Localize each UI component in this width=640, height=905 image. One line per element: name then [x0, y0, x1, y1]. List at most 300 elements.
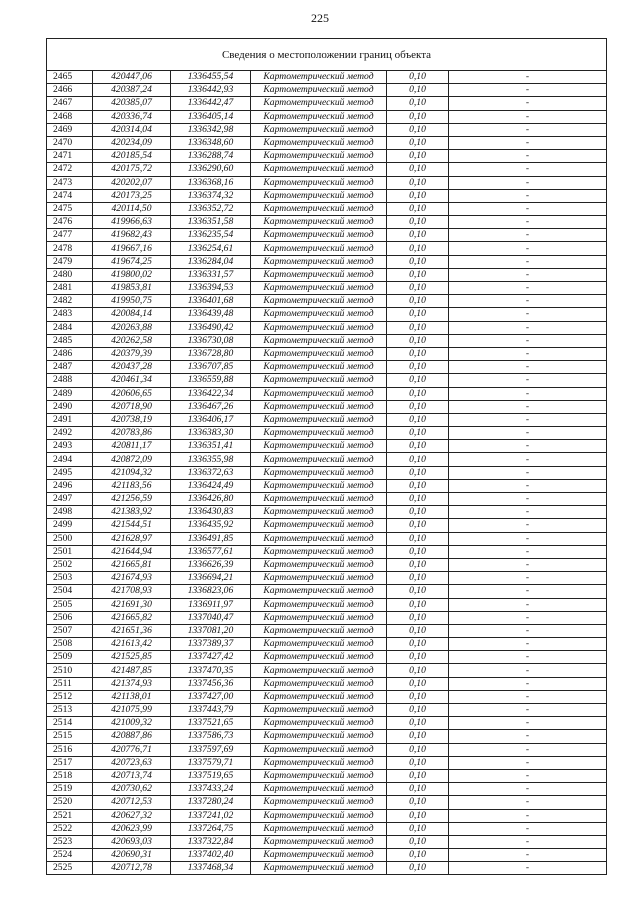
- point-number-cell: 2524: [47, 849, 93, 862]
- accuracy-cell: 0,10: [387, 519, 449, 532]
- determination-method-cell: Картометрический метод: [251, 638, 387, 651]
- coordinate-y-cell: 1337280,24: [171, 796, 251, 809]
- determination-method-cell: Картометрический метод: [251, 585, 387, 598]
- point-number-cell: 2499: [47, 519, 93, 532]
- determination-method-cell: Картометрический метод: [251, 163, 387, 176]
- accuracy-cell: 0,10: [387, 216, 449, 229]
- coordinate-x-cell: 420783,86: [93, 427, 171, 440]
- point-number-cell: 2491: [47, 413, 93, 426]
- point-number-cell: 2478: [47, 242, 93, 255]
- accuracy-cell: 0,10: [387, 651, 449, 664]
- determination-method-cell: Картометрический метод: [251, 519, 387, 532]
- accuracy-cell: 0,10: [387, 717, 449, 730]
- table-row: [47, 651, 607, 664]
- coordinate-y-cell: 1336374,32: [171, 189, 251, 202]
- coordinate-x-cell: 421691,30: [93, 598, 171, 611]
- determination-method-cell: Картометрический метод: [251, 717, 387, 730]
- coordinate-x-cell: 420718,90: [93, 400, 171, 413]
- point-number-cell: 2477: [47, 229, 93, 242]
- determination-method-cell: Картометрический метод: [251, 427, 387, 440]
- coordinate-x-cell: 420385,07: [93, 97, 171, 110]
- determination-method-cell: Картометрический метод: [251, 440, 387, 453]
- point-number-cell: 2504: [47, 585, 93, 598]
- table-row: [47, 572, 607, 585]
- determination-method-cell: Картометрический метод: [251, 321, 387, 334]
- description-cell: -: [449, 176, 607, 189]
- description-cell: -: [449, 532, 607, 545]
- point-number-cell: 2475: [47, 202, 93, 215]
- point-number-cell: 2471: [47, 150, 93, 163]
- point-number-cell: 2515: [47, 730, 93, 743]
- point-number-cell: 2487: [47, 361, 93, 374]
- determination-method-cell: Картометрический метод: [251, 242, 387, 255]
- description-cell: -: [449, 809, 607, 822]
- coordinate-x-cell: 420461,34: [93, 374, 171, 387]
- table-row: [47, 97, 607, 110]
- point-number-cell: 2484: [47, 321, 93, 334]
- table-row: [47, 730, 607, 743]
- table-row: [47, 440, 607, 453]
- determination-method-cell: Картометрический метод: [251, 413, 387, 426]
- accuracy-cell: 0,10: [387, 796, 449, 809]
- description-cell: -: [449, 558, 607, 571]
- coordinate-y-cell: 1336435,92: [171, 519, 251, 532]
- determination-method-cell: Картометрический метод: [251, 374, 387, 387]
- coordinate-x-cell: 421009,32: [93, 717, 171, 730]
- description-cell: -: [449, 769, 607, 782]
- table-row: [47, 783, 607, 796]
- table-row: [47, 413, 607, 426]
- coordinate-x-cell: 419682,43: [93, 229, 171, 242]
- accuracy-cell: 0,10: [387, 611, 449, 624]
- coordinate-x-cell: 421665,82: [93, 611, 171, 624]
- accuracy-cell: 0,10: [387, 783, 449, 796]
- coordinate-y-cell: 1336422,34: [171, 387, 251, 400]
- table-row: [47, 202, 607, 215]
- coordinate-x-cell: 420084,14: [93, 308, 171, 321]
- table-row: [47, 835, 607, 848]
- table-row: [47, 163, 607, 176]
- point-number-cell: 2513: [47, 704, 93, 717]
- coordinate-y-cell: 1337433,24: [171, 783, 251, 796]
- coordinate-y-cell: 1336467,26: [171, 400, 251, 413]
- coordinate-y-cell: 1336331,57: [171, 268, 251, 281]
- accuracy-cell: 0,10: [387, 176, 449, 189]
- description-cell: -: [449, 321, 607, 334]
- description-cell: -: [449, 479, 607, 492]
- table-row: [47, 321, 607, 334]
- coordinate-x-cell: 421183,56: [93, 479, 171, 492]
- coordinate-x-cell: 421708,93: [93, 585, 171, 598]
- determination-method-cell: Картометрический метод: [251, 176, 387, 189]
- accuracy-cell: 0,10: [387, 400, 449, 413]
- description-cell: -: [449, 519, 607, 532]
- coordinate-x-cell: 420263,88: [93, 321, 171, 334]
- point-number-cell: 2467: [47, 97, 93, 110]
- table-row: [47, 809, 607, 822]
- coordinate-y-cell: 1336490,42: [171, 321, 251, 334]
- coordinate-y-cell: 1336426,80: [171, 493, 251, 506]
- determination-method-cell: Картометрический метод: [251, 572, 387, 585]
- accuracy-cell: 0,10: [387, 479, 449, 492]
- coordinate-x-cell: 419966,63: [93, 216, 171, 229]
- point-number-cell: 2474: [47, 189, 93, 202]
- point-number-cell: 2470: [47, 136, 93, 149]
- coordinate-y-cell: 1336439,48: [171, 308, 251, 321]
- determination-method-cell: Картометрический метод: [251, 295, 387, 308]
- point-number-cell: 2511: [47, 677, 93, 690]
- point-number-cell: 2479: [47, 255, 93, 268]
- accuracy-cell: 0,10: [387, 295, 449, 308]
- accuracy-cell: 0,10: [387, 427, 449, 440]
- accuracy-cell: 0,10: [387, 822, 449, 835]
- coordinate-y-cell: 1336351,58: [171, 216, 251, 229]
- coordinate-y-cell: 1336442,47: [171, 97, 251, 110]
- determination-method-cell: Картометрический метод: [251, 611, 387, 624]
- coordinate-y-cell: 1337389,37: [171, 638, 251, 651]
- description-cell: -: [449, 110, 607, 123]
- table-row: [47, 862, 607, 875]
- point-number-cell: 2466: [47, 84, 93, 97]
- point-number-cell: 2509: [47, 651, 93, 664]
- point-number-cell: 2469: [47, 123, 93, 136]
- coordinate-y-cell: 1336383,30: [171, 427, 251, 440]
- accuracy-cell: 0,10: [387, 730, 449, 743]
- coordinate-y-cell: 1337579,71: [171, 756, 251, 769]
- table-row: [47, 84, 607, 97]
- boundary-coordinates-table: [46, 38, 607, 875]
- description-cell: -: [449, 717, 607, 730]
- coordinate-y-cell: 1336288,74: [171, 150, 251, 163]
- determination-method-cell: Картометрический метод: [251, 756, 387, 769]
- accuracy-cell: 0,10: [387, 347, 449, 360]
- table-row: [47, 387, 607, 400]
- accuracy-cell: 0,10: [387, 282, 449, 295]
- point-number-cell: 2476: [47, 216, 93, 229]
- description-cell: -: [449, 598, 607, 611]
- determination-method-cell: Картометрический метод: [251, 835, 387, 848]
- coordinate-y-cell: 1336424,49: [171, 479, 251, 492]
- coordinate-x-cell: 421613,42: [93, 638, 171, 651]
- coordinate-y-cell: 1337586,73: [171, 730, 251, 743]
- coordinate-x-cell: 421665,81: [93, 558, 171, 571]
- determination-method-cell: Картометрический метод: [251, 730, 387, 743]
- coordinate-y-cell: 1336394,53: [171, 282, 251, 295]
- point-number-cell: 2510: [47, 664, 93, 677]
- table-row: [47, 743, 607, 756]
- coordinate-x-cell: 420447,06: [93, 71, 171, 84]
- table-row: [47, 334, 607, 347]
- accuracy-cell: 0,10: [387, 150, 449, 163]
- coordinate-y-cell: 1336728,80: [171, 347, 251, 360]
- point-number-cell: 2521: [47, 809, 93, 822]
- coordinate-x-cell: 420314,04: [93, 123, 171, 136]
- determination-method-cell: Картометрический метод: [251, 796, 387, 809]
- determination-method-cell: Картометрический метод: [251, 493, 387, 506]
- coordinate-y-cell: 1336823,06: [171, 585, 251, 598]
- determination-method-cell: Картометрический метод: [251, 400, 387, 413]
- accuracy-cell: 0,10: [387, 361, 449, 374]
- coordinate-y-cell: 1337468,34: [171, 862, 251, 875]
- determination-method-cell: Картометрический метод: [251, 743, 387, 756]
- determination-method-cell: Картометрический метод: [251, 202, 387, 215]
- point-number-cell: 2472: [47, 163, 93, 176]
- point-number-cell: 2480: [47, 268, 93, 281]
- coordinate-x-cell: 421075,99: [93, 704, 171, 717]
- coordinate-y-cell: 1336577,61: [171, 545, 251, 558]
- determination-method-cell: Картометрический метод: [251, 229, 387, 242]
- table-row: [47, 282, 607, 295]
- coordinate-x-cell: 421374,93: [93, 677, 171, 690]
- accuracy-cell: 0,10: [387, 743, 449, 756]
- boundary-table-container: [46, 38, 606, 875]
- coordinate-x-cell: 421525,85: [93, 651, 171, 664]
- coordinate-x-cell: 420627,32: [93, 809, 171, 822]
- coordinate-y-cell: 1337322,84: [171, 835, 251, 848]
- coordinate-x-cell: 420202,07: [93, 176, 171, 189]
- description-cell: -: [449, 638, 607, 651]
- table-row: [47, 110, 607, 123]
- coordinate-y-cell: 1337081,20: [171, 624, 251, 637]
- point-number-cell: 2489: [47, 387, 93, 400]
- description-cell: -: [449, 849, 607, 862]
- determination-method-cell: Картометрический метод: [251, 704, 387, 717]
- coordinate-y-cell: 1337470,35: [171, 664, 251, 677]
- point-number-cell: 2519: [47, 783, 93, 796]
- description-cell: -: [449, 677, 607, 690]
- coordinate-y-cell: 1336455,54: [171, 71, 251, 84]
- table-row: [47, 374, 607, 387]
- point-number-cell: 2525: [47, 862, 93, 875]
- determination-method-cell: Картометрический метод: [251, 308, 387, 321]
- description-cell: -: [449, 374, 607, 387]
- coordinate-y-cell: 1336352,72: [171, 202, 251, 215]
- accuracy-cell: 0,10: [387, 809, 449, 822]
- determination-method-cell: Картометрический метод: [251, 690, 387, 703]
- coordinate-x-cell: 419667,16: [93, 242, 171, 255]
- coordinate-y-cell: 1336442,93: [171, 84, 251, 97]
- coordinate-x-cell: 420712,53: [93, 796, 171, 809]
- description-cell: -: [449, 413, 607, 426]
- coordinate-y-cell: 1337264,75: [171, 822, 251, 835]
- table-row: [47, 400, 607, 413]
- coordinate-y-cell: 1336430,83: [171, 506, 251, 519]
- determination-method-cell: Картометрический метод: [251, 849, 387, 862]
- coordinate-y-cell: 1336406,17: [171, 413, 251, 426]
- accuracy-cell: 0,10: [387, 690, 449, 703]
- point-number-cell: 2497: [47, 493, 93, 506]
- accuracy-cell: 0,10: [387, 835, 449, 848]
- accuracy-cell: 0,10: [387, 638, 449, 651]
- determination-method-cell: Картометрический метод: [251, 624, 387, 637]
- coordinate-x-cell: 421644,94: [93, 545, 171, 558]
- coordinate-x-cell: 420723,63: [93, 756, 171, 769]
- description-cell: -: [449, 84, 607, 97]
- description-cell: -: [449, 440, 607, 453]
- determination-method-cell: Картометрический метод: [251, 216, 387, 229]
- table-row: [47, 769, 607, 782]
- coordinate-y-cell: 1337456,36: [171, 677, 251, 690]
- coordinate-y-cell: 1336694,21: [171, 572, 251, 585]
- determination-method-cell: Картометрический метод: [251, 84, 387, 97]
- coordinate-y-cell: 1337241,02: [171, 809, 251, 822]
- point-number-cell: 2493: [47, 440, 93, 453]
- coordinate-y-cell: 1336235,54: [171, 229, 251, 242]
- accuracy-cell: 0,10: [387, 255, 449, 268]
- accuracy-cell: 0,10: [387, 321, 449, 334]
- accuracy-cell: 0,10: [387, 268, 449, 281]
- coordinate-x-cell: 420713,74: [93, 769, 171, 782]
- table-row: [47, 704, 607, 717]
- table-row: [47, 123, 607, 136]
- accuracy-cell: 0,10: [387, 136, 449, 149]
- point-number-cell: 2501: [47, 545, 93, 558]
- coordinate-y-cell: 1336626,39: [171, 558, 251, 571]
- accuracy-cell: 0,10: [387, 545, 449, 558]
- accuracy-cell: 0,10: [387, 413, 449, 426]
- description-cell: -: [449, 202, 607, 215]
- coordinate-x-cell: 420606,65: [93, 387, 171, 400]
- point-number-cell: 2483: [47, 308, 93, 321]
- description-cell: -: [449, 796, 607, 809]
- determination-method-cell: Картометрический метод: [251, 347, 387, 360]
- point-number-cell: 2482: [47, 295, 93, 308]
- coordinate-x-cell: 419800,02: [93, 268, 171, 281]
- accuracy-cell: 0,10: [387, 849, 449, 862]
- point-number-cell: 2514: [47, 717, 93, 730]
- accuracy-cell: 0,10: [387, 624, 449, 637]
- point-number-cell: 2473: [47, 176, 93, 189]
- coordinate-x-cell: 421487,85: [93, 664, 171, 677]
- accuracy-cell: 0,10: [387, 334, 449, 347]
- determination-method-cell: Картометрический метод: [251, 268, 387, 281]
- description-cell: -: [449, 427, 607, 440]
- accuracy-cell: 0,10: [387, 308, 449, 321]
- coordinate-y-cell: 1336348,60: [171, 136, 251, 149]
- description-cell: -: [449, 308, 607, 321]
- accuracy-cell: 0,10: [387, 163, 449, 176]
- determination-method-cell: Картометрический метод: [251, 110, 387, 123]
- coordinate-y-cell: 1336401,68: [171, 295, 251, 308]
- coordinate-x-cell: 419950,75: [93, 295, 171, 308]
- point-number-cell: 2468: [47, 110, 93, 123]
- coordinate-y-cell: 1336730,08: [171, 334, 251, 347]
- point-number-cell: 2486: [47, 347, 93, 360]
- table-title-row: [47, 39, 607, 71]
- coordinate-x-cell: 419853,81: [93, 282, 171, 295]
- coordinate-y-cell: 1337443,79: [171, 704, 251, 717]
- determination-method-cell: Картометрический метод: [251, 783, 387, 796]
- table-row: [47, 268, 607, 281]
- description-cell: -: [449, 651, 607, 664]
- description-cell: -: [449, 347, 607, 360]
- determination-method-cell: Картометрический метод: [251, 769, 387, 782]
- coordinate-x-cell: 420185,54: [93, 150, 171, 163]
- accuracy-cell: 0,10: [387, 123, 449, 136]
- coordinate-x-cell: 420387,24: [93, 84, 171, 97]
- point-number-cell: 2490: [47, 400, 93, 413]
- description-cell: -: [449, 136, 607, 149]
- accuracy-cell: 0,10: [387, 664, 449, 677]
- accuracy-cell: 0,10: [387, 506, 449, 519]
- determination-method-cell: Картометрический метод: [251, 809, 387, 822]
- coordinate-y-cell: 1337402,40: [171, 849, 251, 862]
- coordinate-y-cell: 1336254,61: [171, 242, 251, 255]
- description-cell: -: [449, 295, 607, 308]
- coordinate-x-cell: 420730,62: [93, 783, 171, 796]
- coordinate-y-cell: 1337597,69: [171, 743, 251, 756]
- description-cell: -: [449, 268, 607, 281]
- table-row: [47, 466, 607, 479]
- description-cell: -: [449, 387, 607, 400]
- description-cell: -: [449, 493, 607, 506]
- table-row: [47, 493, 607, 506]
- coordinate-x-cell: 420623,99: [93, 822, 171, 835]
- description-cell: -: [449, 400, 607, 413]
- coordinate-x-cell: 420336,74: [93, 110, 171, 123]
- accuracy-cell: 0,10: [387, 110, 449, 123]
- table-row: [47, 624, 607, 637]
- accuracy-cell: 0,10: [387, 704, 449, 717]
- description-cell: -: [449, 756, 607, 769]
- description-cell: -: [449, 664, 607, 677]
- page-number: 225: [311, 11, 329, 25]
- point-number-cell: 2516: [47, 743, 93, 756]
- description-cell: -: [449, 506, 607, 519]
- table-row: [47, 664, 607, 677]
- description-cell: -: [449, 572, 607, 585]
- description-cell: -: [449, 453, 607, 466]
- table-row: [47, 849, 607, 862]
- accuracy-cell: 0,10: [387, 493, 449, 506]
- table-row: [47, 756, 607, 769]
- point-number-cell: 2522: [47, 822, 93, 835]
- table-row: [47, 308, 607, 321]
- coordinate-x-cell: 420693,03: [93, 835, 171, 848]
- point-number-cell: 2500: [47, 532, 93, 545]
- table-row: [47, 427, 607, 440]
- table-row: [47, 150, 607, 163]
- accuracy-cell: 0,10: [387, 862, 449, 875]
- determination-method-cell: Картометрический метод: [251, 71, 387, 84]
- coordinate-x-cell: 420712,78: [93, 862, 171, 875]
- coordinate-x-cell: 420175,72: [93, 163, 171, 176]
- coordinate-x-cell: 420234,09: [93, 136, 171, 149]
- description-cell: -: [449, 242, 607, 255]
- description-cell: -: [449, 730, 607, 743]
- description-cell: -: [449, 466, 607, 479]
- table-row: [47, 136, 607, 149]
- point-number-cell: 2481: [47, 282, 93, 295]
- accuracy-cell: 0,10: [387, 598, 449, 611]
- accuracy-cell: 0,10: [387, 242, 449, 255]
- table-row: [47, 71, 607, 84]
- coordinate-x-cell: 421544,51: [93, 519, 171, 532]
- determination-method-cell: Картометрический метод: [251, 822, 387, 835]
- table-row: [47, 347, 607, 360]
- coordinate-y-cell: 1336911,97: [171, 598, 251, 611]
- determination-method-cell: Картометрический метод: [251, 545, 387, 558]
- determination-method-cell: Картометрический метод: [251, 150, 387, 163]
- table-row: [47, 532, 607, 545]
- coordinate-y-cell: 1336355,98: [171, 453, 251, 466]
- accuracy-cell: 0,10: [387, 532, 449, 545]
- accuracy-cell: 0,10: [387, 585, 449, 598]
- determination-method-cell: Картометрический метод: [251, 598, 387, 611]
- table-row: [47, 717, 607, 730]
- description-cell: -: [449, 862, 607, 875]
- coordinate-y-cell: 1337427,42: [171, 651, 251, 664]
